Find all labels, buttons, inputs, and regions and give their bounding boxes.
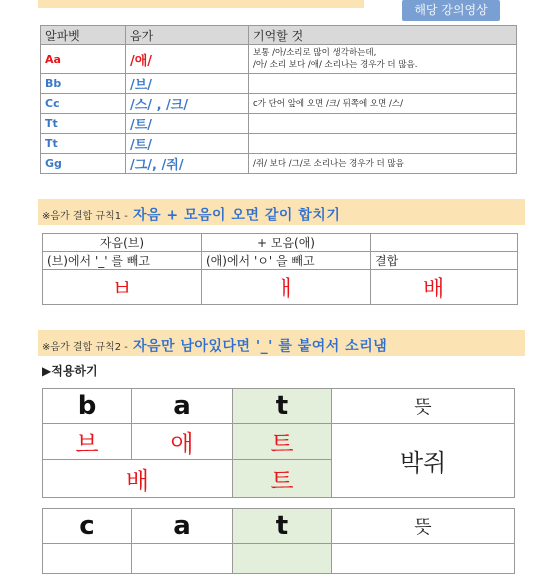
meaning-header: 뜻 bbox=[332, 509, 515, 544]
sound-cell: /그/, /쥐/ bbox=[126, 154, 249, 174]
table-row bbox=[41, 94, 517, 114]
word-meaning bbox=[332, 544, 515, 574]
note-cell bbox=[249, 74, 517, 94]
rule1-prefix: ※음가 결합 규칙1 - bbox=[42, 211, 128, 222]
sound-cell: /애/ bbox=[126, 45, 249, 74]
table-row bbox=[41, 154, 517, 174]
sound-cell: /트/ bbox=[126, 114, 249, 134]
letter-cell: Gg bbox=[41, 154, 126, 174]
table-row bbox=[41, 74, 517, 94]
letter-cell: Cc bbox=[41, 94, 126, 114]
combined-syllable: 배 bbox=[43, 460, 233, 498]
word-letter: a bbox=[132, 389, 233, 424]
alphabet-table bbox=[40, 25, 517, 174]
word-letter: a bbox=[132, 509, 233, 544]
word-letter: t bbox=[233, 509, 332, 544]
table-row bbox=[41, 114, 517, 134]
consonant-instruction: (브)에서 '_' 를 빼고 bbox=[43, 252, 202, 270]
word-letter: t bbox=[233, 389, 332, 424]
rule2-prefix: ※음가 결합 규칙2 - bbox=[42, 342, 128, 353]
sound-part bbox=[132, 544, 233, 574]
note-cell bbox=[249, 45, 517, 74]
combined-result: 배 bbox=[371, 270, 518, 305]
table-row bbox=[41, 134, 517, 154]
sound-cell: /스/ , /크/ bbox=[126, 94, 249, 114]
sound-cell: /트/ bbox=[126, 134, 249, 154]
header-note: 기억할 것 bbox=[249, 26, 517, 45]
vowel-result: ㅐ bbox=[202, 270, 371, 305]
sound-part bbox=[233, 544, 332, 574]
word-letter: c bbox=[43, 509, 132, 544]
note-cell bbox=[249, 114, 517, 134]
lecture-video-button[interactable]: 해당 강의영상 bbox=[402, 0, 500, 21]
top-accent-bar bbox=[38, 0, 364, 8]
letter-cell: Bb bbox=[41, 74, 126, 94]
word-meaning: 박쥐 bbox=[332, 424, 515, 498]
meaning-header: 뜻 bbox=[332, 389, 515, 424]
letter-cell: Tt bbox=[41, 134, 126, 154]
rule2-title: 자음만 남아있다면 '_' 를 붙여서 소리냄 bbox=[132, 338, 388, 355]
rule1-banner bbox=[38, 199, 525, 225]
word-table-cat bbox=[42, 508, 515, 574]
word-letter: b bbox=[43, 389, 132, 424]
sound-cell: /브/ bbox=[126, 74, 249, 94]
note-line: /아/ 소리 보다 /애/ 소리나는 경우가 더 많음. bbox=[253, 60, 418, 70]
note-cell: /쥐/ 보다 /그/로 소리나는 경우가 더 많음 bbox=[249, 154, 517, 174]
note-cell bbox=[249, 134, 517, 154]
apply-label: ▶적용하기 bbox=[42, 364, 98, 378]
combine-instruction: 결합 bbox=[371, 252, 518, 270]
combined-syllable: 트 bbox=[233, 460, 332, 498]
note-line: 보통 /아/소리로 많이 생각하는데, bbox=[253, 48, 377, 58]
empty-header bbox=[371, 234, 518, 252]
rule2-banner bbox=[38, 330, 525, 356]
consonant-header: 자음(브) bbox=[43, 234, 202, 252]
sound-part: 애 bbox=[132, 424, 233, 460]
header-sound: 음가 bbox=[126, 26, 249, 45]
table-row bbox=[41, 45, 517, 74]
vowel-header: + 모음(애) bbox=[202, 234, 371, 252]
word-table-bat bbox=[42, 388, 515, 498]
vowel-instruction: (애)에서 'ㅇ' 을 빼고 bbox=[202, 252, 371, 270]
rule1-title: 자음 + 모음이 오면 같이 합치기 bbox=[132, 207, 341, 224]
sound-part: 트 bbox=[233, 424, 332, 460]
sound-part bbox=[43, 544, 132, 574]
note-cell: c가 단어 앞에 오면 /크/ 뒤쪽에 오면 /스/ bbox=[249, 94, 517, 114]
letter-cell: Aa bbox=[41, 45, 126, 74]
sound-part: 브 bbox=[43, 424, 132, 460]
combine-table bbox=[42, 233, 518, 305]
letter-cell: Tt bbox=[41, 114, 126, 134]
consonant-result: ㅂ bbox=[43, 270, 202, 305]
header-alphabet: 알파벳 bbox=[41, 26, 126, 45]
